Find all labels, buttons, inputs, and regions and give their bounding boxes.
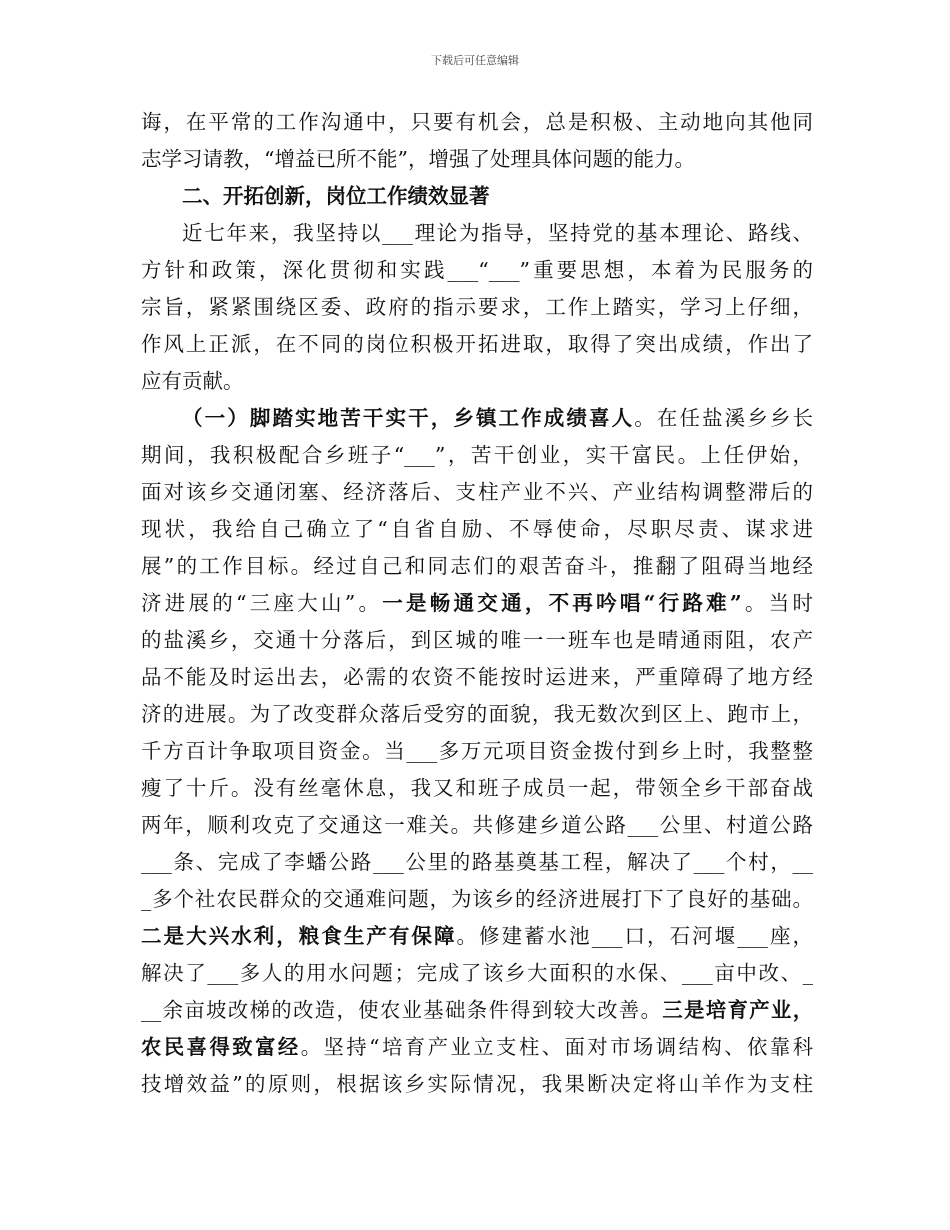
text-span: 济进展的“三座大山”。 [141,591,383,615]
text-span: 。修建蓄水池___口，石河堰___座， [456,924,813,948]
text-line [141,733,813,770]
text-span: 千方百计争取项目资金。当___多万元项目资金拨付到乡上时，我整整 [141,739,813,763]
text-span: 近七年来，我坚持以___理论为指导，坚持党的基本理论、路线、 [182,221,813,245]
text-line [141,141,813,178]
text-line [141,881,813,918]
text-line [141,400,813,437]
text-span: 展”的工作目标。经过自己和同志们的艰苦奋斗，推翻了阻碍当地经 [141,554,813,578]
bold-text: 一是畅通交通，不再吟唱“行路难” [382,591,742,615]
text-line [141,252,813,289]
text-line [141,363,813,400]
text-line [141,326,813,363]
text-span: 诲，在平常的工作沟通中，只要有机会，总是积极、主动地向其他同 [141,110,813,134]
text-span: 解决了___多人的用水问题；完成了该乡大面积的水保、___亩中改、_ [141,961,813,985]
text-span: 。当时 [741,591,813,615]
text-line [141,844,813,881]
text-span: 期间，我积极配合乡班子“___”，苦干创业，实干富民。上任伊始， [141,443,813,467]
bold-text: （一）脚踏实地苦干实干，乡镇工作成绩喜人 [182,406,635,430]
text-line [141,215,813,252]
text-line [141,1066,813,1103]
text-line [141,918,813,955]
text-span: ___条、完成了李蟠公路___公里的路基奠基工程，解决了___个村，__ [141,850,813,874]
text-span: 现状，我给自己确立了“自省自励、不辱使命，尽职尽责、谋求进 [141,517,813,541]
text-line [141,178,813,215]
text-line [141,511,813,548]
text-line [141,955,813,992]
bold-text: 二、开拓创新，岗位工作绩效显著 [182,184,490,208]
text-span: 作风上正派，在不同的岗位积极开拓进取，取得了突出成绩，作出了 [141,332,813,356]
text-span: 。坚持“培育产业立支柱、面对市场调结构、依靠科 [300,1035,813,1059]
bold-text: 三是培育产业， [662,998,813,1022]
text-span: 面对该乡交通闭塞、经济落后、支柱产业不兴、产业结构调整滞后的 [141,480,813,504]
text-span: 的盐溪乡，交通十分落后，到区城的唯一一班车也是晴通雨阻，农产 [141,628,813,652]
text-span: 志学习请教，“增益已所不能”，增强了处理具体问题的能力。 [141,147,695,171]
text-line [141,807,813,844]
text-span: 品不能及时运出去，必需的农资不能按时运进来，严重障碍了地方经 [141,665,813,689]
document-body [141,104,813,1103]
text-line [141,622,813,659]
text-line [141,437,813,474]
text-span: 技增效益”的原则，根据该乡实际情况，我果断决定将山羊作为支柱 [141,1072,813,1096]
text-line [141,696,813,733]
text-line [141,585,813,622]
text-line [141,104,813,141]
text-span: 应有贡献。 [141,369,244,393]
text-span: __余亩坡改梯的改造，使农业基础条件得到较大改善。 [141,998,663,1022]
text-span: 方针和政策，深化贯彻和实践___“___”重要思想，本着为民服务的 [141,258,813,282]
text-span: 济的进展。为了改变群众落后受穷的面貌，我无数次到区上、跑市上， [141,702,813,726]
text-line [141,1029,813,1066]
text-line [141,289,813,326]
text-line [141,474,813,511]
text-line [141,548,813,585]
text-span: 两年，顺利攻克了交通这一难关。共修建乡道公路___公里、村道公路 [141,813,813,837]
text-line [141,770,813,807]
bold-text: 二是大兴水利，粮食生产有保障 [141,924,457,948]
text-span: 瘦了十斤。没有丝毫休息，我又和班子成员一起，带领全乡干部奋战 [141,776,813,800]
text-span: _多个社农民群众的交通难问题，为该乡的经济进展打下了良好的基础。 [141,887,813,911]
text-span: 宗旨，紧紧围绕区委、政府的指示要求，工作上踏实，学习上仔细， [141,295,813,319]
bold-text: 农民喜得致富经 [141,1035,301,1059]
page-header: 下载后可任意编辑 [431,54,519,67]
text-line [141,659,813,696]
text-span: 。在任盐溪乡乡长 [634,406,814,430]
text-line [141,992,813,1029]
